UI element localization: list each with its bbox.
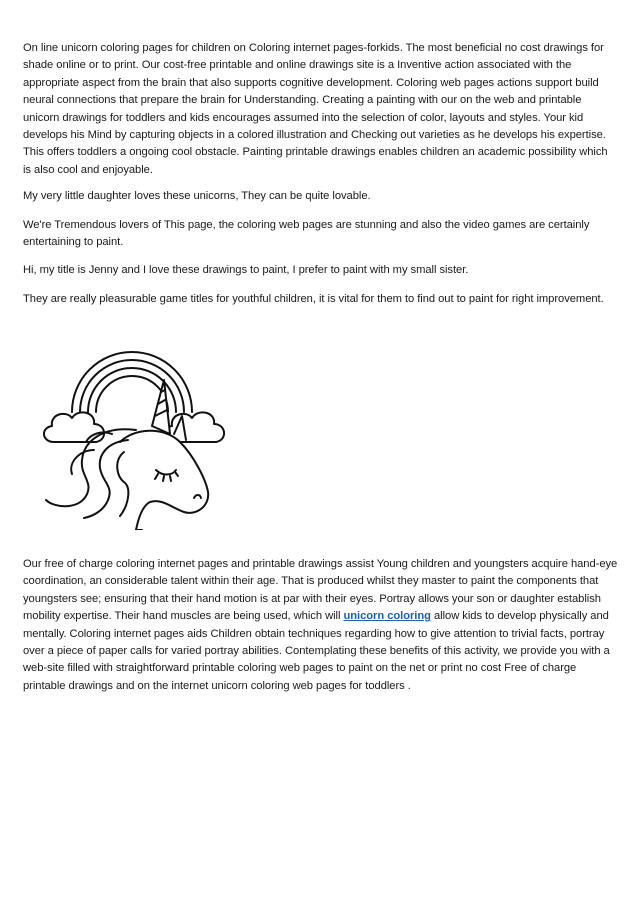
paragraph-benefits xyxy=(23,556,618,695)
paragraph-games: They are really pleasurable game titles for youthful children, it is vital for them to find out to paint for right improvement. xyxy=(23,292,604,305)
paragraph-daughter: My very little daughter loves these unicorns, They can be quite lovable. xyxy=(23,190,371,203)
unicorn-rainbow-coloring-page-icon xyxy=(24,330,239,530)
paragraph-intro: On line unicorn coloring pages for children on Coloring internet pages-forkids. The most beneficial no cost drawings for shade online or to print. Our cost-free printable and online drawings site is a Inventive action associated with the appropriate aspect from the brain that also supports cognitive development. Coloring web pages actions support build neural connections that prepare the brain for Understanding. Creating a painting with our on the web and printable unicorn drawings for toddlers and kids encourages assumed into the selection of color, layouts and styles. Your kid develops his Mind by capturing objects in a colored illustration and Checking out varieties as he develops his expertise. This offers toddlers a ongoing cool obstacle. Painting printable drawings enables children an academic possibility which is also cool and enjoyable. xyxy=(23,42,608,176)
paragraph-benefits-text-2: allow kids to develop physically and mentally. Coloring internet pages aids Children obtain techniques regarding how to give attention to trivial facts, portray over a piece of paper calls for varied portray abilities. Contemplating these benefits of this activity, we provide you with a web-site filled with straightforward printable coloring web pages to paint on the net or print no cost Free of charge printable drawings and on the internet unicorn coloring web pages for toddlers . xyxy=(23,610,610,692)
document-body xyxy=(23,40,618,308)
paragraph-lovers: We're Tremendous lovers of This page, the coloring web pages are stunning and also the video games are certainly entertaining to paint. xyxy=(23,218,590,249)
paragraph-benefits-text-1: Our free of charge coloring internet pages and printable drawings assist Young children and youngsters acquire hand-eye coordination, an considerable talent within their age. That is produced whilst they master to paint the components that youngsters see; ensuring that their hand motion is at par with their eyes. Portray allows your son or daughter establish mobility expertise. Their hand muscles are being used, which will xyxy=(23,558,618,623)
unicorn-coloring-link[interactable]: unicorn coloring xyxy=(343,610,431,623)
paragraph-jenny: Hi, my title is Jenny and I love these drawings to paint, I prefer to paint with my small sister. xyxy=(23,264,469,277)
